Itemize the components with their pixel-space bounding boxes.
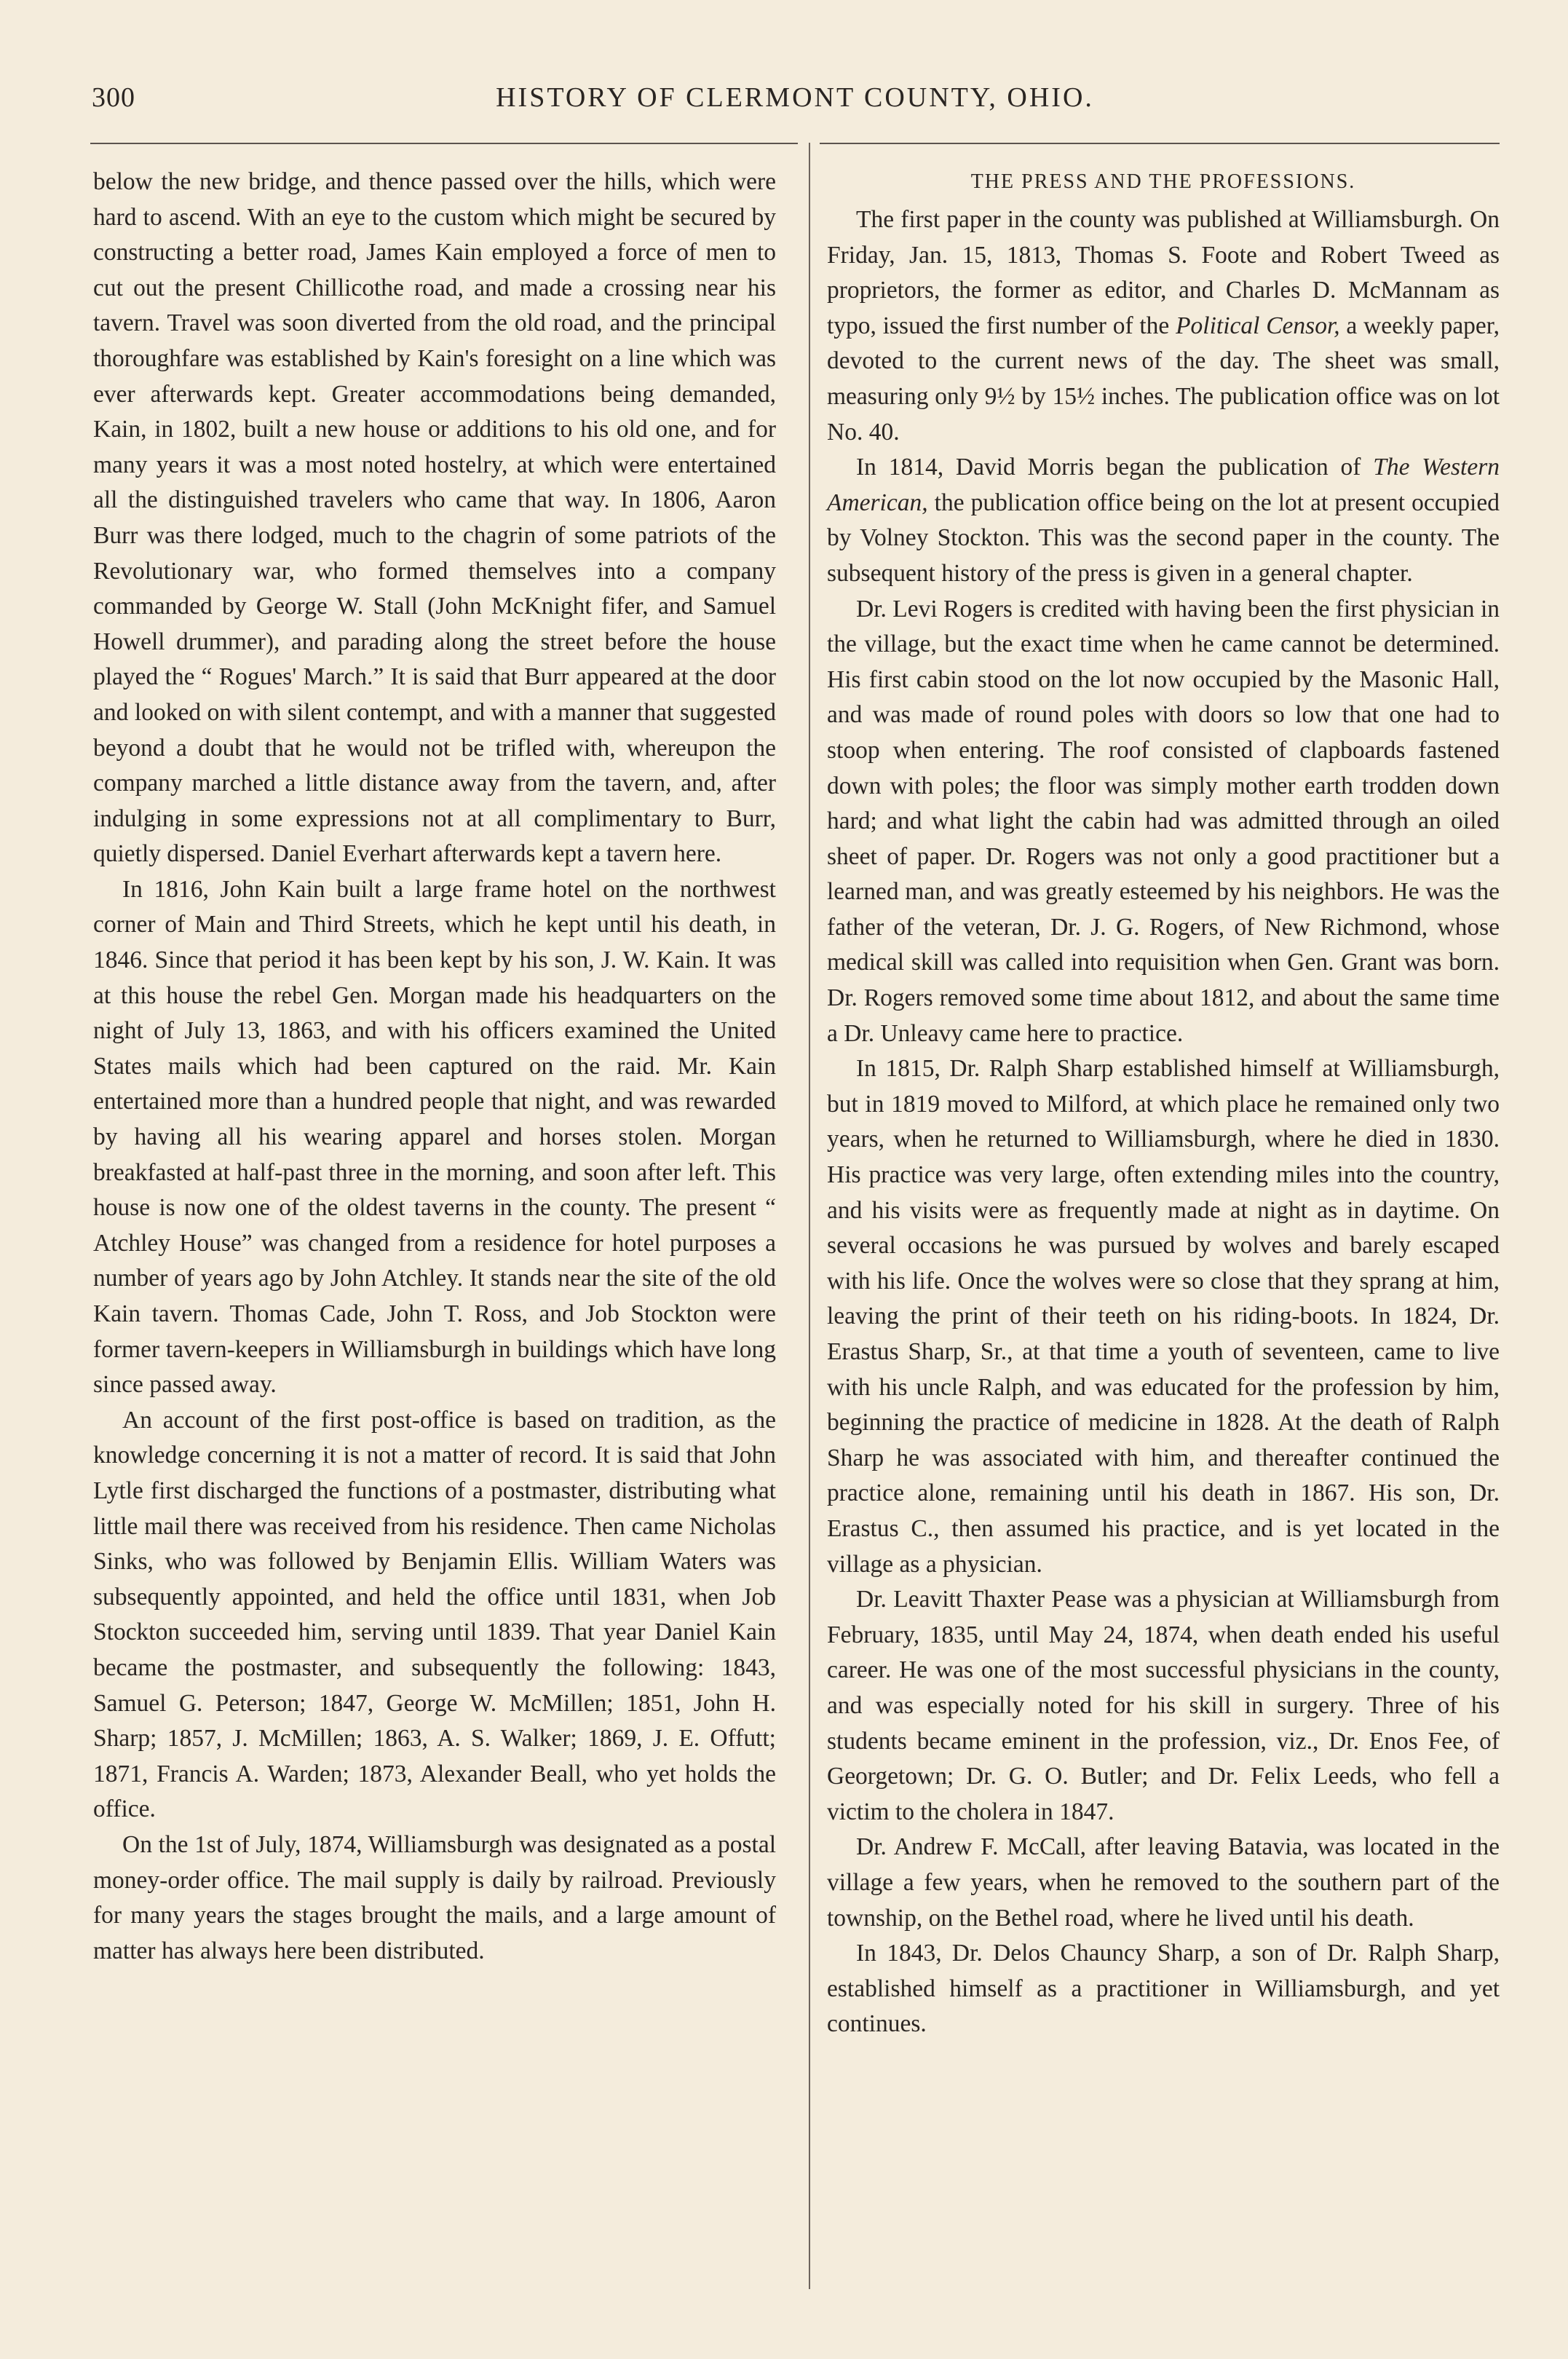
paragraph-dr-levi-rogers: Dr. Levi Rogers is credited with having been the first physician in the village, but the exact time when he came cannot be determined. His first cabin stood on the lot now occupied by the Masonic Hall, and was made of round poles with doors so low that one had to stoop when entering. The roof consisted of clapboards fastened down with poles; the floor was simply mother earth trodden down hard; and what light the cabin had was admitted through an oiled sheet of paper. Dr. Rogers was not only a good practitioner but a learned man, and was greatly esteemed by his neighbors. He was the father of the veteran, Dr. J. G. Rogers, of New Richmond, whose medical skill was called into requisition when Gen. Grant was born. Dr. Rogers removed some time about 1812, and about the same time a Dr. Unleavy came here to practice. [827,595,1500,1047]
paragraph-post-office: An account of the first post-office is based on tradition, as the knowledge concerning it is not a matter of record. It is said that John Lytle first discharged the functions of a postmaster, distributing what little mail there was received from his residence. Then came Nicholas Sinks, who was followed by Benjamin Ellis. William Waters was subsequently appointed, and held the office until 1831, when Job Stockton succeeded him, serving until 1839. That year Daniel Kain became the postmaster, and subsequently the following: 1843, Samuel G. Peterson; 1847, George W. McMillen; 1851, John H. Sharp; 1857, J. McMillen; 1863, A. S. Walker; 1869, J. E. Offutt; 1871, Francis A. Warden; 1873, Alexander Beall, who yet holds the office. [93,1406,776,1823]
paragraph-dr-mccall: Dr. Andrew F. McCall, after leaving Batavia, was located in the village a few years, when he removed to the southern part of the township, on the Bethel road, where he lived until his death. [827,1833,1500,1932]
first-paper-text-a: The first paper in the county was published at Williamsburgh. On Friday, Jan. 15, 1813, Thomas S. Foote and Robert Tweed as proprietors, the former as editor, and Charles D. McMannam as typo, issued the first number of the [827,206,1500,339]
paragraph-money-order-office: On the 1st of July, 1874, Williamsburgh was designated as a postal money-order office. The mail supply is daily by railroad. Previously for many years the stages brought the mails, and a large amount of matter has always here been distributed. [93,1830,776,1964]
left-column [93,165,776,1969]
political-censor-title: Political Censor, [1176,312,1340,339]
paragraph-kain-hotel: In 1816, John Kain built a large frame hotel on the northwest corner of Main and Third Streets, which he kept until his death, in 1846. Since that period it has been kept by his son, J. W. Kain. It was at this house the rebel Gen. Morgan made his headquarters on the night of July 13, 1863, and with his officers examined the United States mails which had been captured on the raid. Mr. Kain entertained more than a hundred people that night, and was rewarded by having all his wearing apparel and horses stolen. Morgan breakfasted at half-past three in the morning, and soon after left. This house is now one of the oldest taverns in the county. The present “ Atchley House” was changed from a residence for hotel purposes a number of years ago by John Atchley. It stands near the site of the old Kain tavern. Thomas Cade, John T. Ross, and Job Stockton were former tavern-keepers in Williamsburgh in buildings which have long since passed away. [93,875,776,1399]
right-column [827,165,1500,2042]
paragraph-dr-ralph-sharp: In 1815, Dr. Ralph Sharp established himself at Williamsburgh, but in 1819 moved to Milford, at which place he remained only two years, when he returned to Williamsburgh, where he died in 1830. His practice was very large, often extending miles into the country, and his visits were as frequently made at night as in daytime. On several occasions he was pursued by wolves and barely escaped with his life. Once the wolves were so close that they sprang at him, leaving the print of their teeth on his riding-boots. In 1824, Dr. Erastus Sharp, Sr., at that time a youth of seventeen, came to live with his uncle Ralph, and was educated for the profession by him, beginning the practice of medicine in 1828. At the death of Ralph Sharp he was associated with him, and thereafter continued the practice alone, remaining until his death in 1867. His son, Dr. Erastus C., then assumed his practice, and is yet located in the village as a physician. [827,1055,1500,1578]
paragraph-dr-pease: Dr. Leavitt Thaxter Pease was a physician at Williamsburgh from February, 1835, until May 24, 1874, when death ended his useful career. He was one of the most successful physicians in the county, and was especially noted for his skill in surgery. Three of his students became eminent in the profession, viz., Dr. Enos Fee, of Georgetown; Dr. G. O. Butler; and Dr. Felix Leeds, who fell a victim to the cholera in 1847. [827,1586,1500,1825]
running-title: HISTORY OF CLERMONT COUNTY, OHIO. [496,82,1094,113]
second-paper-text-a: In 1814, David Morris began the publication of [856,454,1374,481]
header-rule-right [820,143,1500,144]
header-rule-left [90,143,798,144]
western-american-title: The Western American, [827,454,1500,516]
paragraph-dr-delos-sharp: In 1843, Dr. Delos Chauncy Sharp, a son of Dr. Ralph Sharp, established himself as a practitioner in Williamsburgh, and yet continues. [827,1940,1500,2038]
paragraph-tavern-history: below the new bridge, and thence passed over the hills, which were hard to ascend. With an eye to the custom which might be secured by constructing a better road, James Kain employed a force of men to cut out the present Chillicothe road, and made a crossing near his tavern. Travel was soon diverted from the old road, and the principal thoroughfare was established by Kain's foresight on a line which was ever afterwards kept. Greater accommodations being demanded, Kain, in 1802, built a new house or additions to his old one, and for many years it was a most noted hostelry, at which were entertained all the distinguished travelers who came that way. In 1806, Aaron Burr was there lodged, much to the chagrin of some patriots of the Revolutionary war, who formed themselves into a company commanded by George W. Stall (John McKnight fifer, and Samuel Howell drummer), and parading along the street before the house played the “ Rogues' March.” It is said that Burr appeared at the door and looked on with silent contempt, and with a manner that suggested beyond a doubt that he would not be trifled with, whereupon the company marched a little distance away from the tavern, and, after indulging in some expressions not at all complimentary to Burr, quietly dispersed. Daniel Everhart afterwards kept a tavern here. [93,168,776,868]
column-divider [809,143,810,2289]
page-header [92,82,1498,125]
paragraph-second-paper [827,450,1500,591]
second-paper-text-b: the publication office being on the lot at present occupied by Volney Stockton. This was the second paper in the county. The subsequent history of the press is given in a general chapter. [827,489,1500,587]
first-paper-text-b: a weekly paper, devoted to the current news of the day. The sheet was small, measuring only 9½ by 15½ inches. The publication office was on lot No. 40. [827,312,1500,446]
paragraph-first-paper [827,202,1500,450]
section-heading: THE PRESS AND THE PROFESSIONS. [970,170,1356,193]
page-number: 300 [92,82,135,113]
